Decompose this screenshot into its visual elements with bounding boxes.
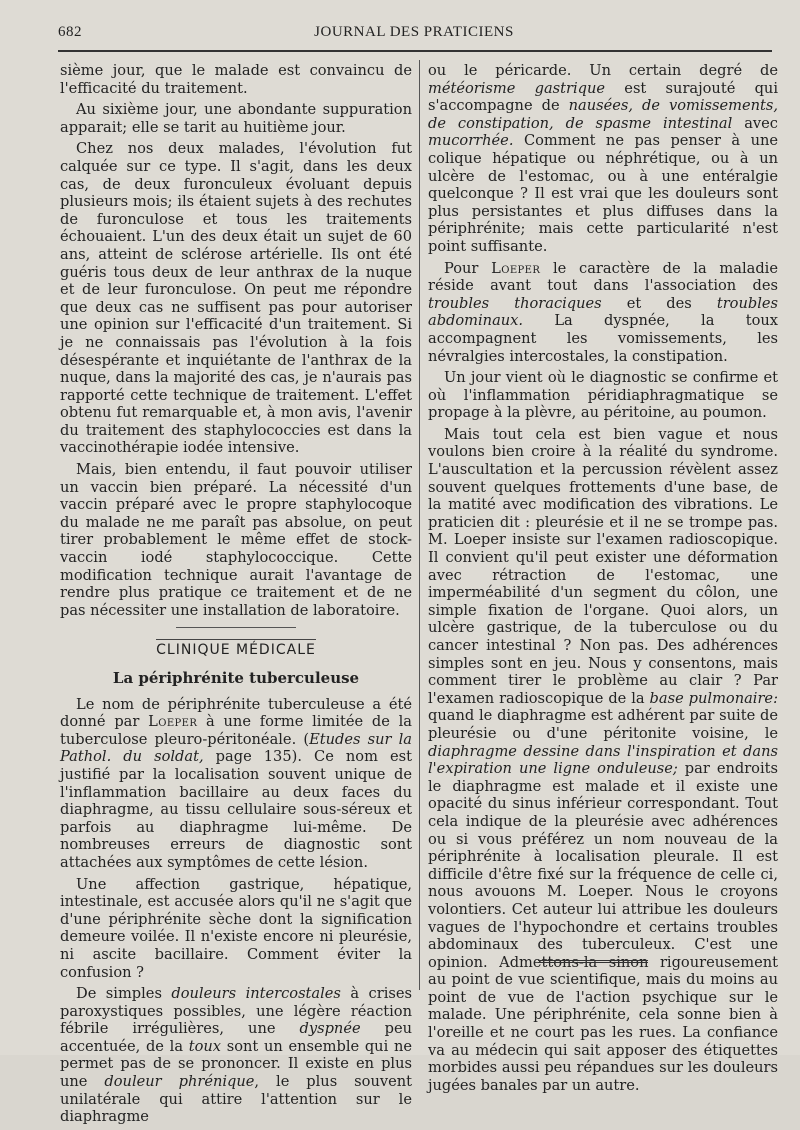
- paragraph: Un jour vient où le diagnostic se confirme et où l'inflammation péridiaphragmatique se propage à la plèvre, au péritoine, au poumon.: [428, 369, 778, 422]
- emphasis: toux: [188, 1037, 222, 1055]
- text-run: Comment ne pas penser à une colique hépatique ou néphrétique, ou à un ulcère de l'estomac, ou à une entéralgie quelconque ? Il est vrai que les douleurs sont plus persistantes et plus diffuses dans la périphrénite; mais cette particularité n'est point suffisante.: [428, 132, 778, 255]
- text-run: à une forme limitée de la tuberculose pleuro-péritonéale. (: [60, 713, 412, 748]
- text-run: le caractère de la maladie réside avant tout dans l'association des: [428, 259, 778, 295]
- emphasis: mucorrhée.: [428, 132, 514, 150]
- paragraph: Mais, bien entendu, il faut pouvoir utiliser un vaccin bien préparé. La nécessité d'un vaccin préparé avec le propre staphylocoque du malade ne me paraît pas absolue, on peut tirer probablement le même effet de stock-vaccin iodé staphylococcique. Cette modification technique aurait l'avantage de rendre plus pratique ce traitement et de ne pas nécessiter une installation de laboratoire.: [60, 461, 412, 619]
- paragraph: Au sixième jour, une abondante suppuration apparait; elle se tarit au huitième jour.: [60, 101, 412, 136]
- paragraph: [428, 62, 778, 256]
- text-run: ou le péricarde. Un certain degré de: [428, 62, 778, 79]
- text-run: est surajouté qui s'accompagne de: [428, 79, 778, 115]
- text-run: sont un ensemble qui ne permet pas de se prononcer. Il existe en plus une: [60, 1037, 412, 1091]
- citation: Etudes sur la Pathol. du soldat,: [60, 730, 412, 766]
- emphasis: diaphragme dessine dans l'inspiration et dans l'expiration une ligne onduleuse;: [428, 742, 778, 778]
- right-column: [428, 62, 778, 1098]
- paragraph: sième jour, que le malade est convaincu de l'efficacité du traitement.: [60, 62, 412, 97]
- header-rule: [58, 50, 772, 52]
- text-run: page 135). Ce nom est justifié par la localisation souvent unique de l'inflammation bacillaire au deux faces du diaphragme, au tissu cellulaire sous-séreux et parfois au diaphragme lui-même. De nombreuses erreurs de diagnostic sont attachées aux symptômes de cette lésion.: [60, 748, 412, 871]
- text-run: à crises paroxystiques possibles, une légère réaction fébrile irrégulières, une: [60, 985, 412, 1038]
- section-divider: [176, 627, 296, 628]
- text-run: Mais tout cela est bien vague et nous voulons bien croire à la réalité du syndrome. L'auscultation et la percussion révèlent assez souvent quelques frottements d'une base, de la matité avec modification des vibrations. Le praticien dit : pleurésie et il ne se trompe pas. M. Loeper insiste sur l'examen radioscopique. Il convient qu'il peut exister une déformation avec rétraction de l'estomac, une imperméabilité d'un segment du côlon, une simple fixation de l'organe. Quoi alors, un ulcère gastrique, de la tuberculose ou du cancer intestinal ? Non pas. Des adhérences simples sont en jeu. Nous y consentons, mais comment tirer le problème au clair ? Par l'examen radioscopique de la: [428, 425, 778, 707]
- author-name: Loeper: [491, 259, 541, 277]
- emphasis: douleurs intercostales: [171, 985, 341, 1003]
- paragraph: Chez nos deux malades, l'évolution fut calquée sur ce type. Il s'agit, dans les deux cas, de deux furonculeux évoluant depuis plusieurs mois; ils étaient sujets à des rechutes de furonculose et tous les traitements échouaient. L'un des deux était un sujet de 60 ans, atteint de sclérose artérielle. Ils ont été guéris tous deux de leur anthrax de la nuque et de leur furonculose. On peut me répondre que deux cas ne suffisent pas pour autoriser une opinion sur l'efficacité d'un traitement. Si je ne connaissais pas l'évolution à la fois désespérante et inquiétante de l'anthrax de la nuque, dans la majorité des cas, je n'aurais pas rapporté cette technique de traitement. L'effet obtenu fut remarquable et, à mon avis, l'avenir du traitement des staphylococcies est dans la vaccinothérapie iodée intensive.: [60, 140, 412, 457]
- text-run: peu accentuée, de la: [60, 1020, 412, 1055]
- paragraph: [60, 985, 412, 1126]
- section-heading-text: CLINIQUE MÉDICALE: [156, 639, 316, 658]
- text-run: , le plus souvent unilatérale qui attire l'attention sur le diaphragme: [60, 1073, 412, 1126]
- text-run: De simples: [76, 985, 172, 1003]
- text-run: quand le diaphragme est adhérent par suite de pleurésie ou d'une péritonite voisine, le: [428, 707, 778, 742]
- running-header: [58, 20, 770, 46]
- text-run: La dyspnée, la toux accompagnent les vomissements, les névralgies intercostales, la constipation.: [428, 312, 778, 365]
- page-number: 682: [58, 24, 82, 40]
- paragraph: Une affection gastrique, hépatique, intestinale, est accusée alors qu'il ne s'agit que d'une périphrénite sèche dont la signification demeure voilée. Il n'existe encore ni pleurésie, ni ascite bacillaire. Comment éviter la confusion ?: [60, 875, 412, 981]
- emphasis: douleur phrénique: [104, 1073, 255, 1091]
- emphasis: nausées, de vomissements, de constipation, de spasme intestinal: [428, 97, 778, 132]
- emphasis: troubles thoraciques: [428, 294, 602, 312]
- emphasis: météorisme gastrique: [428, 79, 606, 97]
- column-divider: [419, 60, 420, 990]
- end-of-article-rule: [538, 960, 648, 963]
- paragraph: [428, 260, 778, 366]
- paragraph: [60, 696, 412, 872]
- left-column: [60, 62, 412, 1130]
- text-run: Le nom de périphrénite tuberculeuse a été donné par: [60, 695, 412, 731]
- journal-title: JOURNAL DES PRATICIENS: [314, 24, 514, 40]
- emphasis: dyspnée: [299, 1020, 361, 1038]
- author-name: Loeper: [148, 713, 198, 731]
- text-run: Pour: [444, 259, 492, 277]
- section-heading: [60, 642, 412, 660]
- emphasis: base pulmonaire:: [649, 689, 778, 707]
- emphasis: troubles abdominaux.: [428, 294, 779, 330]
- text-run: et des: [601, 294, 717, 312]
- paragraph: [428, 426, 778, 1095]
- article-title: La périphrénite tuberculeuse: [112, 669, 360, 687]
- text-run: avec: [732, 114, 778, 132]
- text-run: par endroits le diaphragme est malade et il existe une opacité du sinus inférieur correspondant. Tout cela indique de la pleurésie avec adhérences ou si vous préférez un nom nouveau de la périphrénite à localisation pleurale. Il est difficile d'être fixé sur la fréquence de celle ci, nous avouons M. Loeper. Nous le croyons volontiers. Cet auteur lui attribue les douleurs vagues de l'hypochondre et certains troubles abdominaux des tuberculeux. C'est une opinion. Admettons-la sinon rigoureusement au point de vue scientifique, mais du moins au point de vue de l'action psychique sur le malade. Une périphrénite, cela sonne bien à l'oreille et ne court pas les rues. La confiance va au médecin qui sait apposer des étiquettes morbides aussi peu répandues sur les douleurs jugées banales par un autre.: [428, 760, 778, 1094]
